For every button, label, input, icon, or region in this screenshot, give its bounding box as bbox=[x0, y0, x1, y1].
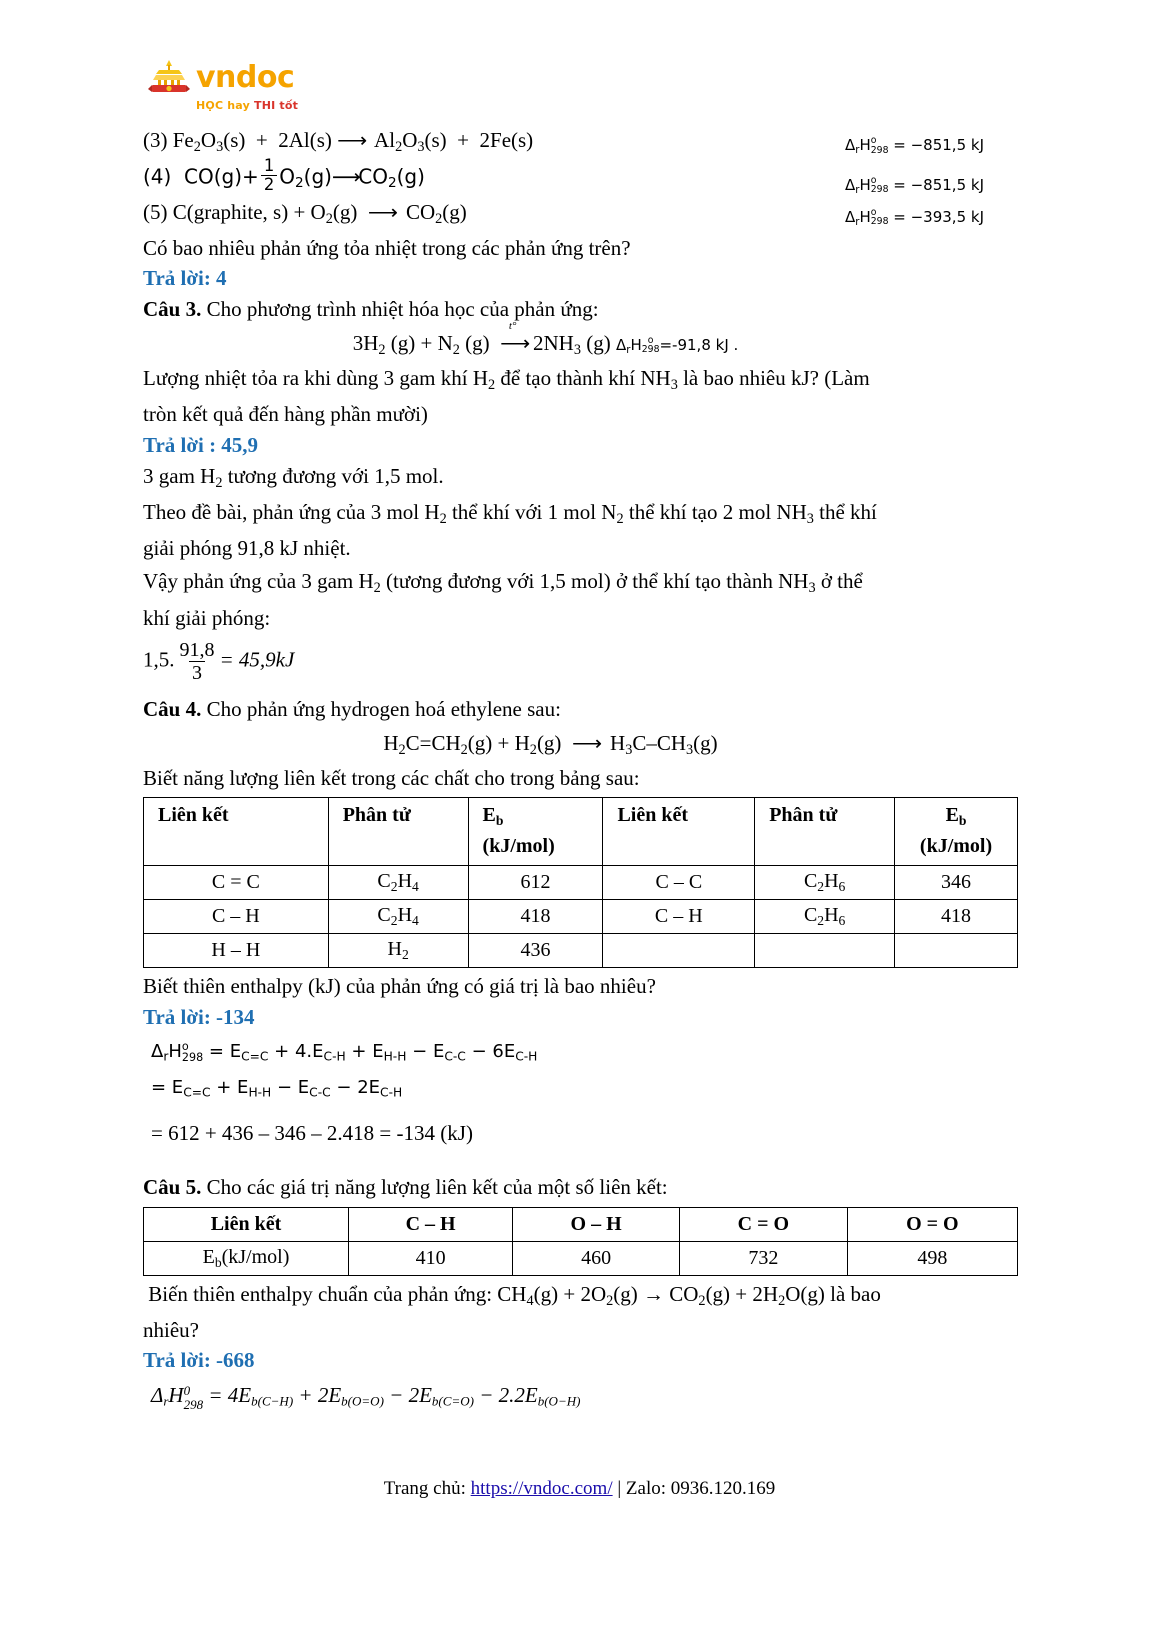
table-header-row bbox=[144, 798, 1018, 866]
eq4-frac-num: 1 bbox=[263, 155, 275, 175]
footer-prefix: Trang chủ: bbox=[383, 1478, 471, 1499]
cell-value: 732 bbox=[680, 1241, 848, 1275]
cau4-question: Biết thiên enthalpy (kJ) của phản ứng có giá trị là bao nhiêu? bbox=[143, 974, 656, 999]
cell-bond: C – C bbox=[603, 866, 755, 900]
table-row bbox=[144, 1241, 1018, 1275]
logo-tagline bbox=[196, 100, 298, 111]
th-lien-ket: Liên kết bbox=[144, 1207, 349, 1241]
cau3-sol-line3: giải phóng 91,8 kJ nhiệt. bbox=[143, 535, 351, 560]
cau3-label: Câu 3. bbox=[143, 297, 202, 322]
th-lien-ket-1: Liên kết bbox=[144, 798, 329, 866]
cau3-sol-line1: 3 gam $H_2$ tương đương với 1,5 mol. bbox=[143, 463, 444, 491]
question-2-text: Có bao nhiêu phản ứng tỏa nhiệt trong các phản ứng trên? bbox=[143, 235, 631, 260]
cau5-question-line1: Biến thiên enthalpy chuẩn của phản ứng: $CH_4(g) + 2O_2(g) \to CO_2(g) + 2H_2O(g)$ là bao bbox=[143, 1281, 881, 1309]
th-bond-oo: O = O bbox=[847, 1207, 1017, 1241]
cau3-sol-line2: Theo đề bài, phản ứng của 3 mol $H_2$ thể khí với 1 mol $N_2$ thể khí tạo 2 mol $NH_3$ thể khí bbox=[143, 499, 877, 527]
cau3-sol-line4: Vậy phản ứng của 3 gam $H_2$ (tương đương với 1,5 mol) ở thể khí tạo thành $NH_3$ ở thể bbox=[143, 569, 863, 597]
tagline-part-3: THI bbox=[253, 99, 276, 112]
eq4-frac-den: 2 bbox=[261, 175, 277, 193]
cau3-sol-line5: khí giải phóng: bbox=[143, 605, 271, 630]
cau4-prompt: Cho phản ứng hydrogen hoá ethylene sau: bbox=[206, 697, 561, 722]
cell-molecule: $C_2H_4$ bbox=[328, 900, 468, 934]
equation-5-text: (5) C(graphite, $s) + O_2(g)$ ⟶ $CO_2(g)$ bbox=[143, 199, 467, 227]
cell-empty bbox=[895, 934, 1018, 968]
footer-homepage-link[interactable]: https://vndoc.com/ bbox=[470, 1478, 613, 1499]
cell-value: 460 bbox=[513, 1241, 680, 1275]
th-eb-unit-1: (kJ/mol) bbox=[482, 835, 555, 858]
cau4-bond-energy-table bbox=[143, 797, 1018, 968]
cell-empty bbox=[755, 934, 895, 968]
cell-value: 410 bbox=[349, 1241, 513, 1275]
cell-molecule: $C_2H_6$ bbox=[755, 866, 895, 900]
cau5-heading bbox=[143, 1171, 1018, 1204]
cau3-question-line2: tròn kết quả đến hàng phần mười) bbox=[143, 402, 428, 427]
th-eb-unit-2: (kJ/mol) bbox=[919, 835, 993, 858]
cau3-equation: $3H_2$ $(g) + N_2$ (g) t° ⟶ $2NH_3$ (g) $\Delta_rH$ o 298 =-91,8 kJ . bbox=[352, 319, 739, 358]
tagline-part-2: hay bbox=[227, 99, 250, 112]
equation-3-text: (3) $Fe_2O_3(s) + 2Al(s)$ ⟶ $Al_2O_3(s) + 2Fe(s)$ bbox=[143, 128, 534, 155]
cell-eb: 436 bbox=[468, 934, 603, 968]
cau4-label: Câu 4. bbox=[143, 697, 202, 722]
cau5-prompt: Cho các giá trị năng lượng liên kết của một số liên kết: bbox=[206, 1175, 668, 1200]
cau5-bond-energy-table bbox=[143, 1207, 1018, 1276]
equation-5-row bbox=[143, 200, 1018, 228]
cell-molecule: $C_2H_6$ bbox=[755, 900, 895, 934]
cau3-answer: Trả lời : 45,9 bbox=[143, 432, 259, 457]
table-header-row bbox=[144, 1207, 1018, 1241]
equation-5-enthalpy: $\Delta_rH$ o 298 = −393,5 kJ bbox=[844, 207, 984, 228]
cau5-question-line2: nhiêu? bbox=[143, 1317, 199, 1342]
th-eb-1: $E_b$ (kJ/mol) bbox=[468, 798, 603, 866]
cau3-prompt: Cho phương trình nhiệt hóa học của phản ứng: bbox=[206, 297, 599, 322]
cell-bond: C = C bbox=[144, 866, 329, 900]
logo-wordmark: vndoc bbox=[196, 60, 295, 95]
th-eb-2: $E_b$ (kJ/mol) bbox=[895, 798, 1018, 866]
cau5-formula: $\Delta_rH$ 0 298 = $4E_{b(C-H)} + 2E_{b(O=O)} - 2E_{b(C=O)} - 2.2E_{b(O-H)}$ bbox=[151, 1383, 581, 1412]
cau3-final-prefix: 1,5. bbox=[143, 647, 175, 672]
cell-molecule: $C_2H_4$ bbox=[328, 866, 468, 900]
cau4-calc-line3: = 612 + 436 – 346 – 2.418 = -134 (kJ) bbox=[151, 1120, 473, 1145]
page-footer bbox=[0, 1478, 1159, 1500]
cau5-answer: Trả lời: -668 bbox=[143, 1348, 255, 1373]
cau5-label: Câu 5. bbox=[143, 1175, 202, 1200]
cau3-final-den: 3 bbox=[189, 661, 205, 683]
cell-row-label: $E_b(kJ/mol)$ bbox=[144, 1241, 349, 1275]
cau4-heading bbox=[143, 693, 1018, 726]
th-phan-tu-1: Phân tử bbox=[328, 798, 468, 866]
cell-eb: 418 bbox=[895, 900, 1018, 934]
equation-4-row bbox=[143, 155, 1018, 196]
cell-bond: C – H bbox=[144, 900, 329, 934]
cau4-calc-line1: $\Delta_rH$ o 298 = $E_{C=C} + 4.E_{C-H} + E_{H-H} - E_{C-C} - 6E_{C-H}$ bbox=[151, 1039, 538, 1064]
equation-3-enthalpy: $\Delta_rH$ o 298 = −851,5 kJ bbox=[844, 135, 984, 156]
site-logo[interactable] bbox=[148, 58, 298, 111]
th-bond-co: C = O bbox=[680, 1207, 848, 1241]
cell-value: 498 bbox=[847, 1241, 1017, 1275]
table-row bbox=[144, 934, 1018, 968]
cau4-equation: $H_2C=CH_2(g) + H_2(g)$ ⟶ $H_3C-CH_3(g)$ bbox=[383, 730, 718, 758]
cau4-answer: Trả lời: -134 bbox=[143, 1004, 255, 1029]
th-bond-ch: C – H bbox=[349, 1207, 513, 1241]
question-2-answer: Trả lời: 4 bbox=[143, 266, 227, 291]
table-row bbox=[144, 866, 1018, 900]
table-row bbox=[144, 900, 1018, 934]
cell-bond: H – H bbox=[144, 934, 329, 968]
equation-3-row bbox=[143, 128, 1018, 156]
logo-row bbox=[148, 58, 294, 98]
cau4-table-intro: Biết năng lượng liên kết trong các chất cho trong bảng sau: bbox=[143, 765, 640, 790]
th-phan-tu-2: Phân tử bbox=[755, 798, 895, 866]
cau4-calc-line2: = $E_{C=C} + E_{H-H} - E_{C-C} - 2E_{C-H}$ bbox=[151, 1077, 403, 1100]
cau3-final-result: = 45,9kJ bbox=[219, 647, 295, 672]
cau3-eq-enthalpy: =-91,8 kJ . bbox=[659, 335, 739, 354]
cau3-final-calc bbox=[143, 640, 1018, 683]
cau3-question-line1: Lượng nhiệt tỏa ra khi dùng 3 gam khí $H_2$ để tạo thành khí $NH_3$ là bao nhiêu kJ? (Làm bbox=[143, 365, 870, 393]
equation-4-text: (4) CO(g)+ $\frac{1}{2}$ $O_2(g)⟶CO_2(g)$ bbox=[143, 155, 425, 195]
temple-logo-icon bbox=[148, 58, 190, 98]
document-content bbox=[143, 128, 1018, 1411]
tagline-part-1: HỌC bbox=[196, 99, 224, 112]
footer-suffix: | Zalo: 0936.120.169 bbox=[612, 1478, 776, 1499]
equation-4-enthalpy: $\Delta_rH$ o 298 = −851,5 kJ bbox=[844, 175, 984, 196]
tagline-part-4: tốt bbox=[279, 99, 299, 112]
cell-eb: 346 bbox=[895, 866, 1018, 900]
cell-molecule: $H_2$ bbox=[328, 934, 468, 968]
cell-eb: 418 bbox=[468, 900, 603, 934]
cell-bond: C – H bbox=[603, 900, 755, 934]
cau3-heading bbox=[143, 293, 1018, 326]
cell-eb: 612 bbox=[468, 866, 603, 900]
th-bond-oh: O – H bbox=[513, 1207, 680, 1241]
cau3-final-num: 91,8 bbox=[179, 639, 215, 662]
th-lien-ket-2: Liên kết bbox=[603, 798, 755, 866]
cell-empty bbox=[603, 934, 755, 968]
